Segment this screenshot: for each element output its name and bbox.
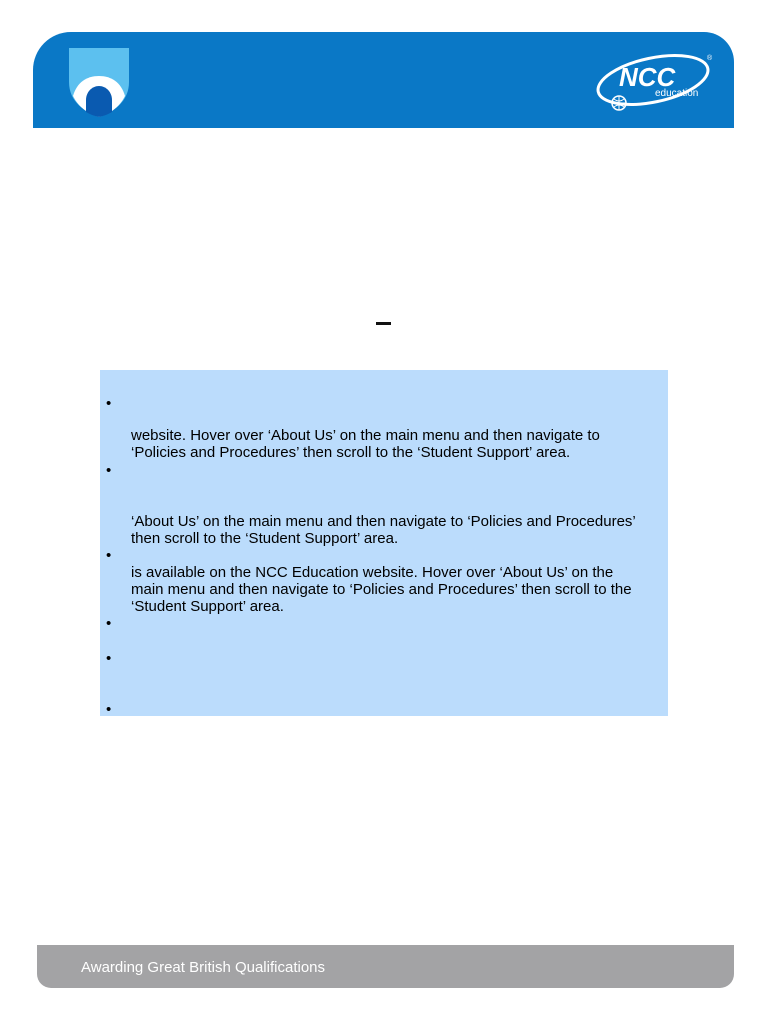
bullet-4: • xyxy=(106,615,112,632)
ncc-subtext: education xyxy=(655,88,699,99)
notice-item-3-text xyxy=(131,564,661,615)
notice-item-3-line-1: is available on the NCC Education website. Hover over ‘About Us’ on the xyxy=(131,564,614,581)
notice-item-2-line-2: then scroll to the ‘Student Support’ area. xyxy=(131,530,399,547)
footer-banner xyxy=(37,945,734,988)
bullet-2: • xyxy=(106,462,112,479)
notice-item-3-line-2: main menu and then navigate to ‘Policies and Procedures’ then scroll to the xyxy=(131,581,632,598)
section-heading-dash xyxy=(376,322,391,325)
bullet-1: • xyxy=(106,395,112,412)
notice-item-2-text xyxy=(131,513,661,547)
ncc-education-logo-icon xyxy=(593,50,717,112)
notice-item-1-text xyxy=(131,427,661,461)
footer-tagline: Awarding Great British Qualifications xyxy=(81,959,325,976)
notice-item-1-line-2: ‘Policies and Procedures’ then scroll to the ‘Student Support’ area. xyxy=(131,444,571,461)
header-banner xyxy=(33,32,734,128)
bullet-3: • xyxy=(106,547,112,564)
registered-mark: ® xyxy=(707,55,713,62)
shield-arch-logo-icon xyxy=(67,46,131,118)
notice-item-2-line-1: ‘About Us’ on the main menu and then navigate to ‘Policies and Procedures’ xyxy=(131,513,636,530)
bullet-6: • xyxy=(106,701,112,718)
bullet-5: • xyxy=(106,650,112,667)
student-support-notice-box xyxy=(100,370,668,716)
ncc-wordmark: NCC xyxy=(619,62,676,92)
notice-item-3-line-3: ‘Student Support’ area. xyxy=(131,598,284,615)
notice-item-1-line-1: website. Hover over ‘About Us’ on the main menu and then navigate to xyxy=(131,427,600,444)
